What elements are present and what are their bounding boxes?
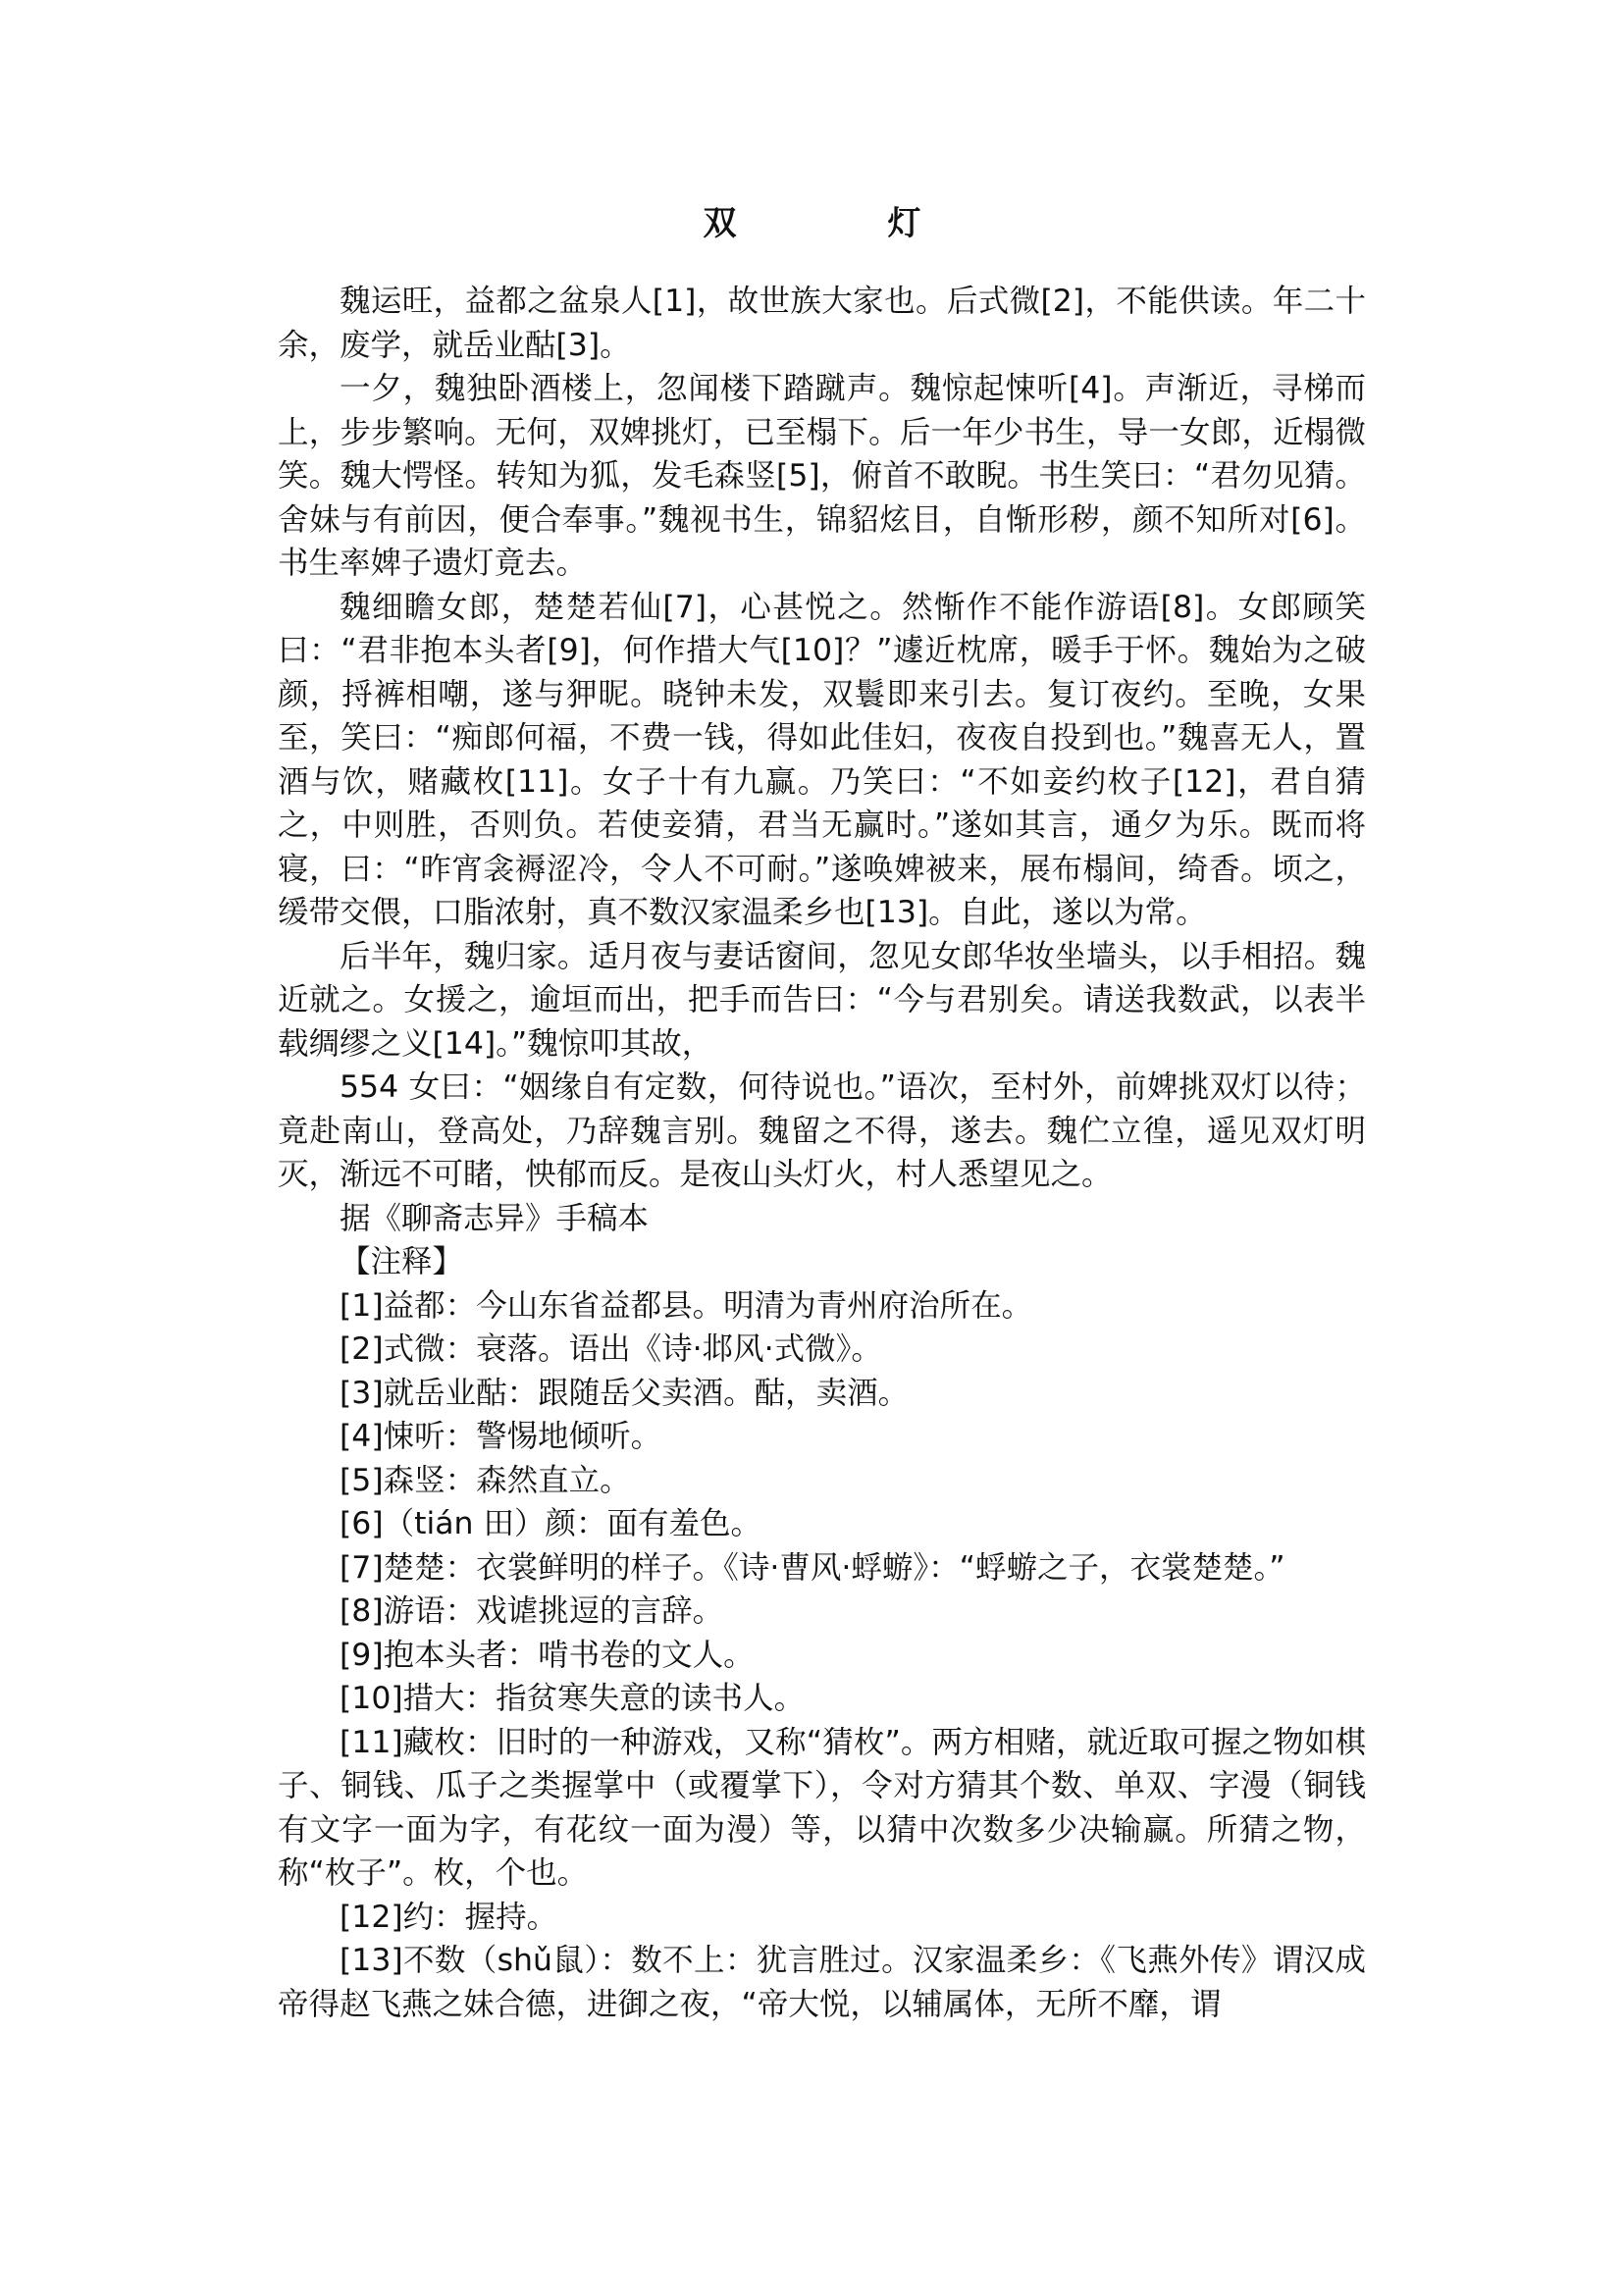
page-title: 双 灯 bbox=[703, 204, 980, 243]
notes-heading: 【注释】 bbox=[340, 1244, 464, 1279]
note-item: [10]措大：指贫寒失意的读书人。 bbox=[340, 1681, 806, 1716]
note-item: [8]游语：戏谑挑逗的言辞。 bbox=[340, 1593, 724, 1629]
note-item: [4]悚听：警惕地倾听。 bbox=[340, 1419, 662, 1454]
paragraph: 后半年，魏归家。适月夜与妻话窗间，忽见女郎华妆坐墙头，以手相招。魏近就之。女援之，逾垣而出，把手而告曰：“今与君别矣。请送我数武，以表半载绸缪之义[14]。”魏惊叩其故， bbox=[278, 938, 1366, 1062]
paragraph: 魏细瞻女郎，楚楚若仙[7]，心甚悦之。然惭作不能作游语[8]。女郎顾笑曰：“君非抱本头者[9]，何作措大气[10]？”遽近枕席，暖手于怀。魏始为之破颜，捋裤相嘲，遂与狎昵。晓钟未发，双鬟即来引去。复订夜约。至晚，女果至，笑曰：“痴郎何福，不费一钱，得如此佳妇，夜夜自投到也。”魏喜无人，置酒与饮，赌藏枚[11]。女子十有九赢。乃笑曰：“不如妾约枚子[12]，君自猜之，中则胜，否则负。若使妾猜，君当无赢时。”遂如其言，通夕为乐。既而将寝，曰：“昨宵衾褥涩冷，令人不可耐。”遂唤婢被来，展布榻间，绮香。顷之，缓带交偎，口脂浓射，真不数汉家温柔乡也[13]。自此，遂以为常。 bbox=[278, 589, 1366, 930]
note-item: [11]藏枚：旧时的一种游戏，又称“猜枚”。两方相赌，就近取可握之物如棋子、铜钱、瓜子之类握掌中（或覆掌下），令对方猜其个数、单双、字漫（铜钱有文字一面为字，有花纹一面为漫）等，以猜中次数多少决输赢。所猜之物，称“枚子”。枚，个也。 bbox=[278, 1724, 1366, 1891]
note-item: [7]楚楚：衣裳鲜明的样子。《诗·曹风·蜉蝣》：“蜉蝣之子，衣裳楚楚。” bbox=[340, 1549, 1285, 1586]
source-note: 据《聊斋志异》手稿本 bbox=[340, 1200, 650, 1236]
note-item: [3]就岳业酤：跟随岳父卖酒。酤，卖酒。 bbox=[340, 1375, 910, 1411]
note-item: [12]约：握持。 bbox=[340, 1899, 558, 1935]
note-item: [1]益都：今山东省益都县。明清为青州府治所在。 bbox=[340, 1287, 1033, 1324]
paragraph: 魏运旺，益都之盆泉人[1]，故世族大家也。后式微[2]，不能供读。年二十余，废学，就岳业酤[3]。 bbox=[278, 284, 1366, 363]
note-item: [2]式微：衰落。语出《诗·邶风·式微》。 bbox=[340, 1331, 882, 1367]
paragraph: 554 女曰：“姻缘自有定数，何待说也。”语次，至村外，前婢挑双灯以待；竟赴南山，登高处，乃辞魏言别。魏留之不得，遂去。魏伫立徨，遥见双灯明灭，渐远不可睹，怏郁而反。是夜山头灯火，村人悉望见之。 bbox=[278, 1069, 1366, 1192]
body-text bbox=[278, 280, 1366, 2026]
note-item: [9]抱本头者：啃书卷的文人。 bbox=[340, 1637, 755, 1673]
paragraph: 一夕，魏独卧酒楼上，忽闻楼下踏蹴声。魏惊起悚听[4]。声渐近，寻梯而上，步步繁响。无何，双婢挑灯，已至榻下。后一年少书生，导一女郎，近榻微笑。魏大愕怪。转知为狐，发毛森竖[5]，俯首不敢睨。书生笑曰：“君勿见猜。舍妹与有前因，便合奉事。”魏视书生，锦貂炫目，自惭形秽，颜不知所对[6]。书生率婢子遗灯竟去。 bbox=[278, 371, 1366, 581]
note-item: [13]不数（shǔ鼠）：数不上：犹言胜过。汉家温柔乡：《飞燕外传》谓汉成帝得赵飞燕之妹合德，进御之夜，“帝大悦，以辅属体，无所不靡，谓 bbox=[278, 1943, 1366, 2022]
note-item: [5]森竖：森然直立。 bbox=[340, 1462, 631, 1498]
note-item: [6]（tián 田）颜：面有羞色。 bbox=[340, 1506, 762, 1541]
